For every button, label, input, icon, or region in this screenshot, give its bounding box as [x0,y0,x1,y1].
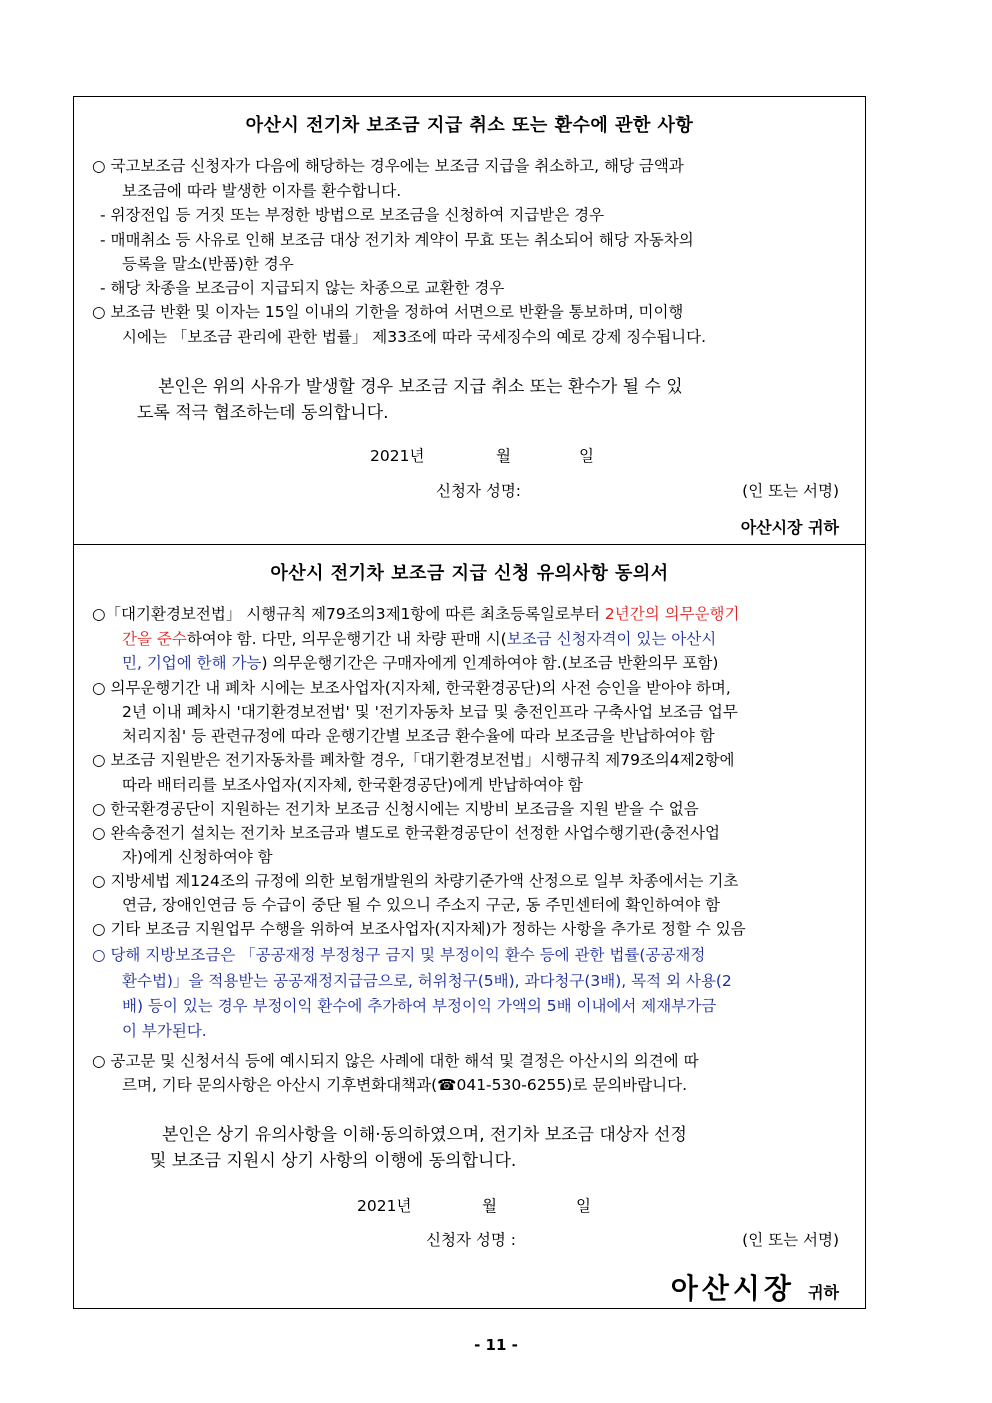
clause-public-finance-cont: 환수법)」을 적용받는 공공재정지급금으로, 허위청구(5배), 과다청구(3배), 목적 외 사용(2 [122,972,732,990]
seal-or-signature: (인 또는 서명) [742,482,839,500]
consent-form-title: 아산시 전기차 보조금 지급 신청 유의사항 동의서 [270,563,669,584]
clause-scrap: ○ 의무운행기간 내 폐차 시에는 보조사업자(지자체, 한국환경공단)의 사전 승인을 받아야 하며, [92,679,731,697]
refund-notice-title: 아산시 전기차 보조금 지급 취소 또는 환수에 관한 사항 [245,115,694,136]
date-year: 2021년 [357,1197,412,1215]
clause-other: ○ 기타 보조금 지원업무 수행을 위하여 보조사업자(지자체)가 정하는 사항을 추가로 정할 수 있음 [92,920,746,938]
date-month: 월 [482,1197,497,1215]
consent-text-2: 본인은 상기 유의사항을 이해·동의하였으며, 전기차 보조금 대상자 선정 [162,1125,687,1145]
applicant-name-label: 신청자 성명: [436,482,522,500]
consent-text-1-cont: 도록 적극 협조하는데 동의합니다. [137,403,389,423]
consent-text-2-cont: 및 보조금 지원시 상기 사항의 이행에 동의합니다. [150,1151,517,1171]
addressee-mayor: 아산시장 [670,1272,795,1305]
refund-case-2: - 매매취소 등 사유로 인해 보조금 대상 전기차 계약이 무효 또는 취소되어 해당 자동차의 [100,231,694,249]
refund-case-2-cont: 등록을 말소(반품)한 경우 [122,255,294,273]
refund-notice-section [73,96,866,545]
clause-public-finance: ○ 당해 지방보조금은 「공공재정 부정청구 금지 및 부정이익 환수 등에 관한 법률(공공재정 [92,946,706,964]
clause-tax-cont: 연금, 장애인연금 등 수급이 중단 될 수 있으니 주소지 구군, 동 주민센터에 확인하여야 함 [122,896,720,914]
consent-form-section [73,544,866,1309]
clause-charger: ○ 완속충전기 설치는 전기차 보조금과 별도로 한국환경공단이 선정한 사업수행기관(충전사업 [92,824,720,842]
date-year: 2021년 [370,447,425,465]
clause-inquiry: ○ 공고문 및 신청서식 등에 예시되지 않은 사례에 대한 해석 및 결정은 아산시의 의견에 따 [92,1052,699,1070]
addressee [671,1267,839,1307]
clause-korea-env: ○ 한국환경공단이 지원하는 전기차 보조금 신청시에는 지방비 보조금을 지원 받을 수 없음 [92,800,699,818]
refund-clause-2: ○ 보조금 반환 및 이자는 15일 이내의 기한을 정하여 서면으로 반환을 통보하며, 미이행 [92,303,684,321]
clause-battery: ○ 보조금 지원받은 전기자동차를 폐차할 경우,「대기환경보전법」시행규칙 제79조의4제2항에 [92,751,735,769]
clause-mandatory-operation-cont: 간을 준수하여야 함. 다만, 의무운행기간 내 차량 판매 시(보조금 신청자격이 있는 아산시 [122,630,717,648]
refund-clause-1-cont: 보조금에 따라 발생한 이자를 환수합니다. [122,182,402,200]
clause-public-finance-cont-2: 배) 등이 있는 경우 부정이익 환수에 추가하여 부정이익 가액의 5배 이내에서 제재부가금 [122,997,717,1015]
refund-case-1: - 위장전입 등 거짓 또는 부정한 방법으로 보조금을 신청하여 지급받은 경우 [100,206,605,224]
seal-or-signature: (인 또는 서명) [742,1231,839,1249]
clause-mandatory-operation: ○「대기환경보전법」 시행규칙 제79조의3제1항에 따른 최초등록일로부터 2년간의 의무운행기 [92,605,740,623]
addressee-suffix: 귀하 [808,1283,839,1302]
clause-scrap-cont: 2년 이내 폐차시 '대기환경보전법' 및 '전기자동차 보급 및 충전인프라 구축사업 보조금 업무 [122,703,738,721]
date-day: 일 [576,1197,591,1215]
refund-case-3: - 해당 차종을 보조금이 지급되지 않는 차종으로 교환한 경우 [100,279,505,297]
clause-inquiry-cont: 르며, 기타 문의사항은 아산시 기후변화대책과(☎041-530-6255)로 문의바랍니다. [122,1076,687,1094]
page-number: - 11 - [474,1336,518,1354]
clause-charger-cont: 자)에게 신청하여야 함 [122,848,273,866]
clause-tax: ○ 지방세법 제124조의 규정에 의한 보험개발원의 차량기준가액 산정으로 일부 차종에서는 기초 [92,872,739,890]
date-day: 일 [579,447,594,465]
refund-clause-1: ○ 국고보조금 신청자가 다음에 해당하는 경우에는 보조금 지급을 취소하고, 해당 금액과 [92,157,684,175]
clause-battery-cont: 따라 배터리를 보조사업자(지자체, 한국환경공단)에게 반납하여야 함 [122,776,583,794]
addressee: 아산시장 귀하 [740,518,839,537]
consent-text-1: 본인은 위의 사유가 발생할 경우 보조금 지급 취소 또는 환수가 될 수 있 [158,377,683,397]
applicant-name-label: 신청자 성명 : [426,1231,516,1249]
clause-public-finance-cont-3: 이 부가된다. [122,1022,207,1040]
refund-clause-2-cont: 시에는 「보조금 관리에 관한 법률」 제33조에 따라 국세징수의 예로 강제 징수됩니다. [122,328,707,346]
clause-scrap-cont-2: 처리지침' 등 관련규정에 따라 운행기간별 보조금 환수율에 따라 보조금을 반납하여야 함 [122,727,715,745]
clause-mandatory-operation-cont-2: 민, 기업에 한해 가능) 의무운행기간은 구매자에게 인계하여야 함.(보조금 반환의무 포함) [122,654,719,672]
date-month: 월 [496,447,511,465]
